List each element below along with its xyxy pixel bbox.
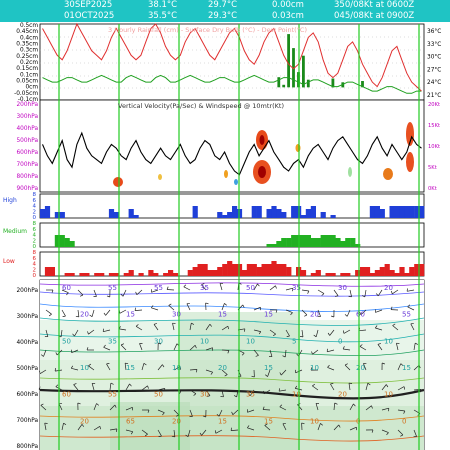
contour-label: 15	[264, 417, 273, 426]
cloud-bar	[276, 241, 281, 247]
wind-barb-flag	[159, 436, 162, 437]
tick-label: 300hPa	[16, 114, 38, 120]
tick-label: 700hPa	[16, 418, 38, 424]
contour-label: 30	[172, 310, 181, 319]
cloud-bar	[227, 261, 232, 276]
cloud-bar	[94, 273, 99, 276]
cloud-bar	[124, 273, 129, 276]
tick-label: 300hPa	[16, 314, 38, 320]
tick-label: 8	[32, 192, 36, 198]
cloud-bar	[153, 273, 158, 276]
tick-label: 33°C	[427, 41, 442, 48]
contour-label: 35	[246, 390, 255, 399]
tick-label: 6	[32, 255, 36, 262]
tick-label: 800hPa	[16, 444, 38, 450]
contour-label: 35	[200, 284, 209, 292]
cloud-bar	[291, 206, 296, 218]
tick-label: 20Kt	[428, 102, 441, 108]
tick-label: 4	[32, 261, 36, 268]
cloud-bar	[385, 264, 390, 276]
upper-air-shade	[180, 312, 300, 450]
contour-label: 15	[402, 364, 411, 372]
cloud-bar	[173, 273, 178, 276]
contour-label: 65	[126, 417, 135, 426]
rain-value: 0.00cm	[272, 0, 304, 10]
cloud-bar	[217, 267, 222, 276]
tick-label: 500hPa	[16, 366, 38, 372]
cloud-bar	[281, 212, 286, 218]
cloud-bar	[399, 267, 404, 276]
vv-blob	[260, 135, 265, 145]
vv-blob	[348, 167, 352, 177]
tick-label: 700hPa	[16, 162, 38, 168]
tick-label: 6	[32, 226, 36, 233]
cloud-bar	[331, 235, 336, 247]
wind-barb-flag	[215, 430, 216, 433]
cloud-bar	[380, 267, 385, 276]
wind-barb-flag	[55, 368, 56, 371]
tick-label: 2	[32, 209, 36, 216]
cloud-bar	[395, 206, 400, 218]
cloud-bar	[252, 264, 257, 276]
cloud-bar	[281, 264, 286, 276]
contour-label: 10	[384, 390, 393, 399]
wind-barb-flag	[63, 316, 66, 317]
cloud-bar	[331, 273, 336, 276]
tick-label: 8	[32, 221, 36, 227]
max-temp-value: 38.1°C	[148, 0, 178, 10]
tick-label: 0	[32, 244, 36, 250]
contour-label: 60	[62, 284, 71, 292]
contour-label: 15	[264, 310, 273, 319]
contour-label: 50	[62, 337, 71, 346]
medium-cloud-label: Medium	[3, 228, 27, 235]
rain-value: 0.03cm	[272, 11, 304, 21]
tick-label: 10Kt	[428, 144, 441, 150]
cloud-bar	[114, 273, 119, 276]
cloud-bar	[232, 264, 237, 276]
cloud-bar	[345, 273, 350, 276]
tick-label: 0	[32, 273, 36, 279]
cloud-bar	[84, 273, 89, 276]
contour-label: 20	[218, 364, 227, 372]
cloud-bar	[271, 244, 276, 247]
tick-label: 30°C	[427, 54, 442, 61]
cloud-bar	[60, 235, 65, 247]
wind-barb-flag	[349, 383, 352, 384]
cloud-bar	[350, 238, 355, 247]
cloud-bar	[65, 273, 70, 276]
tick-label: 0	[32, 215, 36, 221]
contour-label: 20	[310, 310, 319, 319]
tick-label: 0.05cm	[16, 78, 38, 85]
tick-label: 27°C	[427, 67, 442, 74]
cloud-bar	[311, 238, 316, 247]
cloud-bar	[45, 206, 50, 218]
tick-label: 6	[32, 197, 36, 204]
rain-bar	[277, 77, 280, 87]
tick-label: 0.15cm	[16, 66, 38, 73]
vv-blob	[406, 152, 414, 172]
cloud-bar	[163, 273, 168, 276]
cloud-bar	[419, 206, 424, 218]
cloud-bar	[45, 267, 50, 276]
contour-label: 10	[80, 364, 89, 372]
cloud-bar	[326, 273, 331, 276]
cloud-bar	[193, 267, 198, 276]
cloud-bar	[267, 209, 272, 218]
cloud-bar	[222, 215, 227, 218]
tick-label: 4	[32, 203, 36, 210]
contour-label: 15	[264, 364, 273, 372]
cloud-bar	[276, 264, 281, 276]
tick-label: 0Kt	[428, 186, 437, 192]
cloud-bar	[301, 215, 306, 218]
tick-label: 500hPa	[16, 138, 38, 144]
tick-label: 8	[32, 250, 36, 256]
cloud-bar	[340, 241, 345, 247]
vv-blob	[383, 168, 393, 180]
contour-label: 10	[310, 417, 319, 426]
cloud-bar	[340, 273, 345, 276]
rain-bar	[302, 56, 305, 88]
cloud-bar	[50, 267, 55, 276]
cloud-bar	[232, 206, 237, 218]
tick-label: 400hPa	[16, 126, 38, 132]
wind-value: 045/08Kt at 0900Z	[334, 11, 415, 21]
contour-label: 55	[108, 390, 117, 399]
cloud-bar	[227, 212, 232, 218]
tick-label: 0.4cm	[19, 35, 38, 42]
cloud-bar	[390, 270, 395, 276]
cloud-bar	[257, 206, 262, 218]
tick-label: 5Kt	[428, 165, 437, 171]
cloud-bar	[321, 212, 326, 218]
cloud-bar	[139, 273, 144, 276]
cloud-bar	[291, 235, 296, 247]
tick-label: 200hPa	[16, 102, 38, 108]
cloud-bar	[395, 273, 400, 276]
min-temp-value: 29.7°C	[208, 0, 238, 10]
contour-label: 0	[338, 337, 343, 346]
tick-label: 2	[32, 267, 36, 274]
cloud-bar	[129, 209, 134, 218]
contour-label: 30	[338, 284, 347, 292]
cloud-bar	[247, 264, 252, 276]
tick-label: 0.45cm	[16, 29, 38, 36]
wind-barb-flag	[107, 363, 110, 364]
contour-label: 15	[218, 310, 227, 319]
rain-bar	[287, 34, 290, 87]
contour-label: 35	[292, 284, 301, 292]
tick-label: -0.05cm	[14, 90, 38, 97]
cloud-bar	[306, 235, 311, 247]
cloud-bar	[203, 264, 208, 276]
cloud-bar	[60, 212, 65, 218]
cloud-bar	[399, 206, 404, 218]
tick-label: 0.1cm	[19, 72, 38, 79]
cloud-bar	[257, 267, 262, 276]
cloud-bar	[409, 206, 414, 218]
cloud-bar	[345, 238, 350, 247]
date-label: 30SEP2025	[64, 0, 113, 10]
cloud-bar	[370, 273, 375, 276]
cloud-bar	[129, 270, 134, 276]
cloud-bar	[321, 235, 326, 247]
wind-barb-flag	[279, 388, 280, 391]
cloud-bar	[331, 215, 336, 218]
cloud-bar	[267, 244, 272, 247]
tick-label: 24°C	[427, 80, 442, 87]
cloud-bar	[375, 206, 380, 218]
cloud-bar	[134, 215, 139, 218]
cloud-bar	[404, 273, 409, 276]
contour-label: 20	[356, 364, 365, 372]
tick-label: 400hPa	[16, 340, 38, 346]
tick-label: 0.2cm	[19, 60, 38, 66]
summary-row-1	[0, 0, 450, 11]
summary-row-2	[0, 11, 450, 22]
tick-label: 21°C	[427, 93, 442, 99]
high-cloud-label: High	[3, 197, 17, 204]
cloud-bar	[262, 264, 267, 276]
cloud-bar	[360, 267, 365, 276]
rain-bar	[282, 85, 285, 88]
contour-label: 30	[154, 337, 163, 346]
contour-label: 55	[108, 284, 117, 292]
cloud-bar	[311, 206, 316, 218]
contour-label: 60	[356, 310, 365, 319]
cloud-bar	[271, 261, 276, 276]
rain-temp-panel-title: 3 Hourly Rainfall (cm) - Surface Dry Bulb (°C) - Dew Point(°C)	[108, 26, 307, 34]
cloud-bar	[276, 209, 281, 218]
cloud-bar	[40, 209, 45, 218]
cloud-bar	[311, 273, 316, 276]
wind-barb	[263, 410, 270, 411]
wind-barb	[222, 350, 229, 351]
contour-label: 15	[218, 417, 227, 426]
cloud-bar	[335, 238, 340, 247]
cloud-bar	[193, 206, 198, 218]
cloud-bar	[212, 270, 217, 276]
tick-label: 0.3cm	[19, 47, 38, 54]
vv-blob	[296, 144, 301, 152]
cloud-bar	[380, 209, 385, 218]
summary-header	[0, 0, 450, 22]
tick-label: 2	[32, 238, 36, 245]
contour-label: 15	[126, 310, 135, 319]
contour-label: 50	[154, 390, 163, 399]
tick-label: 600hPa	[16, 150, 38, 156]
rain-bar	[307, 80, 310, 88]
tick-label: 0.25cm	[16, 53, 38, 60]
cloud-bar	[188, 270, 193, 276]
contour-label: 55	[402, 310, 411, 319]
contour-label: 10	[246, 337, 255, 346]
cloud-bar	[222, 264, 227, 276]
wind-barb-flag	[411, 323, 414, 324]
wind-barb-flag	[300, 336, 303, 337]
tick-label: 0cm	[25, 84, 38, 91]
cloud-bar	[267, 264, 272, 276]
wind-barb	[167, 290, 174, 291]
tick-label: 600hPa	[16, 392, 38, 398]
cloud-bar	[390, 206, 395, 218]
contour-label: 10	[292, 390, 301, 399]
tick-label: 15Kt	[428, 123, 441, 129]
vv-blob	[258, 166, 266, 178]
contour-label: 20	[384, 284, 393, 292]
tick-label: 200hPa	[16, 288, 38, 294]
cloud-bar	[316, 270, 321, 276]
cloud-bar	[316, 238, 321, 247]
contour-label: 30	[200, 390, 209, 399]
cloud-bar	[404, 206, 409, 218]
cloud-bar	[281, 238, 286, 247]
cloud-bar	[419, 264, 424, 276]
tick-label: 36°C	[427, 29, 442, 35]
tick-label: -0.1cm	[17, 97, 38, 103]
cloud-bar	[148, 270, 153, 276]
contour-label: 20	[172, 417, 181, 426]
cloud-bar	[370, 206, 375, 218]
tick-label: 0.35cm	[16, 41, 38, 48]
cloud-bar	[109, 273, 114, 276]
cloud-bar	[114, 212, 119, 218]
contour-label: 20	[80, 310, 89, 319]
cloud-bar	[168, 270, 173, 276]
tick-label: 4	[32, 232, 36, 239]
wind-value: 350/08Kt at 0600Z	[334, 0, 415, 10]
low-cloud-label: Low	[3, 258, 15, 265]
vv-blob	[234, 179, 238, 185]
cloud-bar	[286, 267, 291, 276]
contour-label: 5	[292, 337, 297, 346]
cloud-bar	[306, 209, 311, 218]
cloud-bar	[79, 273, 84, 276]
contour-label: 50	[246, 284, 255, 292]
vertical-velocity-panel-frame	[40, 100, 424, 192]
contour-label: 15	[126, 364, 135, 372]
contour-label: 20	[80, 417, 89, 426]
contour-label: 10	[310, 364, 319, 372]
vertical-velocity-panel-title: Vertical Velocity(Pa/Sec) & Windspeed @ 10mtr(Kt)	[118, 102, 284, 110]
min-temp-value: 29.3°C	[208, 11, 238, 21]
tick-label: 0.5cm	[19, 23, 38, 29]
contour-label: 10	[200, 337, 209, 346]
wind-barb-flag	[116, 429, 117, 432]
contour-label: 60	[62, 390, 71, 399]
cloud-bar	[207, 270, 212, 276]
cloud-bar	[242, 270, 247, 276]
cloud-bar	[109, 209, 114, 218]
tick-label: 800hPa	[16, 174, 38, 180]
contour-label: 0	[402, 417, 407, 426]
upper-air-shade	[110, 402, 190, 450]
vv-blob	[158, 174, 162, 180]
cloud-bar	[326, 235, 331, 247]
medium-cloud-panel-frame	[40, 223, 424, 247]
contour-label: 35	[108, 337, 117, 346]
wind-barb-flag	[244, 329, 245, 332]
vv-blob	[224, 170, 228, 178]
contour-label: 20	[338, 390, 347, 399]
cloud-bar	[365, 267, 370, 276]
cloud-bar	[198, 264, 203, 276]
cloud-bar	[375, 270, 380, 276]
cloud-bar	[271, 206, 276, 218]
cloud-bar	[286, 238, 291, 247]
cloud-bar	[252, 206, 257, 218]
tick-label: 900hPa	[16, 186, 38, 192]
contour-label: 55	[154, 284, 163, 292]
contour-label: 10	[384, 337, 393, 346]
date-label: 01OCT2025	[64, 11, 115, 21]
contour-label: 10	[172, 364, 181, 372]
cloud-bar	[99, 273, 104, 276]
vv-blob	[113, 177, 123, 187]
cloud-bar	[409, 267, 414, 276]
max-temp-value: 35.5°C	[148, 11, 178, 21]
cloud-bar	[301, 270, 306, 276]
cloud-bar	[70, 273, 75, 276]
contour-label: 0	[356, 417, 361, 426]
cloud-bar	[217, 212, 222, 218]
cloud-bar	[70, 241, 75, 247]
cloud-bar	[65, 238, 70, 247]
meteogram	[0, 22, 450, 450]
cloud-bar	[301, 235, 306, 247]
